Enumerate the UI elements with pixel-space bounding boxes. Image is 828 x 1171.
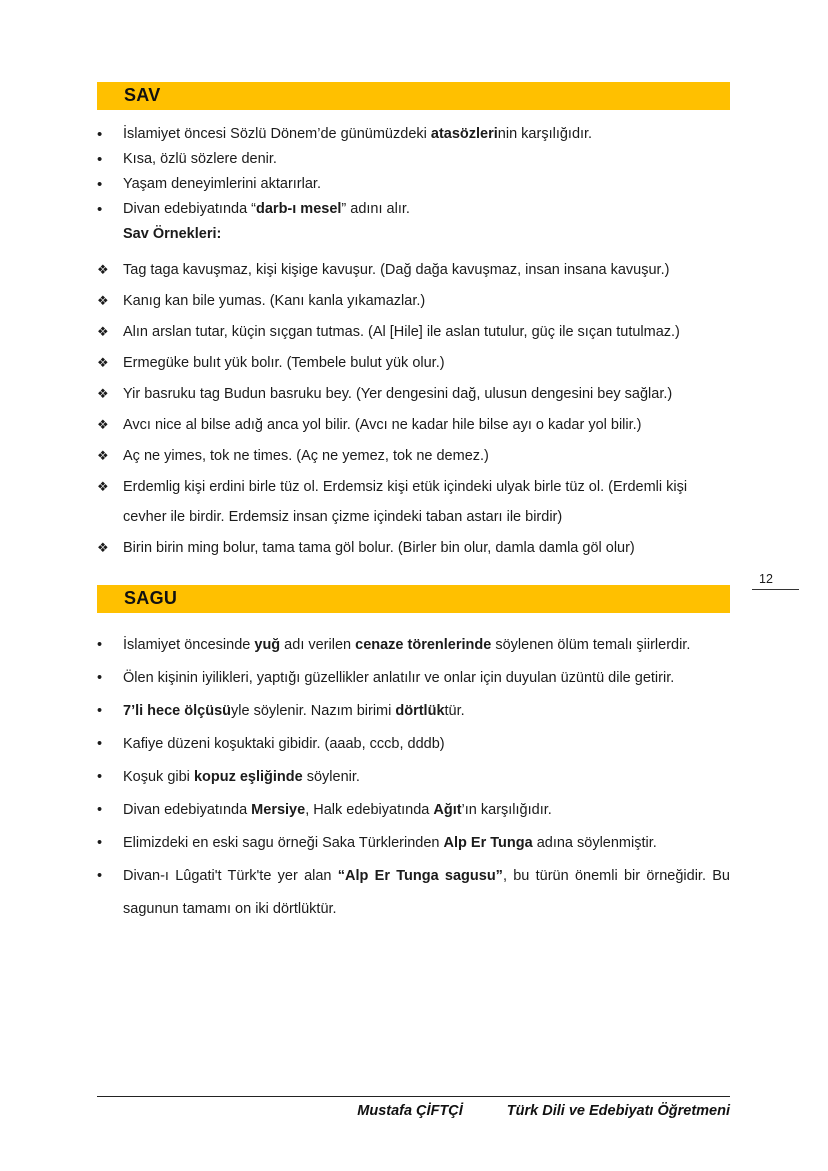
bullet-diamond-icon: ❖ (97, 386, 109, 401)
list-item (97, 286, 730, 316)
bullet-dot-icon: • (97, 151, 103, 168)
footer-role: Türk Dili ve Edebiyatı Öğretmeni (506, 1103, 730, 1119)
section-title-text: SAGU (124, 588, 178, 608)
list-item (97, 728, 730, 761)
list-item (97, 197, 730, 222)
bullet-dot-icon: • (97, 637, 103, 653)
list-item-text: Erdemlig kişi erdini birle tüz ol. Erdemsiz kişi etük içindeki ulyak birle tüz ol. (Erdemli kişi cevher ile birdir. Erdemsiz insan çizme içindeki taban astarı ile birdir) (123, 479, 688, 525)
list-item-text: Alın arslan tutar, küçin sıçgan tutmas. (Al [Hile] ile aslan tutulur, güç ile sıçan tutulmaz.) (123, 324, 680, 340)
list-item (97, 794, 730, 827)
list-item (97, 379, 730, 409)
list-item-text: Tag taga kavuşmaz, kişi kişige kavuşur. (Dağ dağa kavuşmaz, insan insana kavuşur.) (123, 262, 670, 278)
list-item-text: Divan-ı Lûgati't Türk'te yer alan “Alp Er Tunga sagusu”, bu türün önemli bir örneğidir. Bu sagunun tamamı on iki dörtlüktür. (123, 868, 730, 917)
list-item-text: İslamiyet öncesi Sözlü Dönem’de günümüzdeki atasözlerinin karşılığıdır. (123, 126, 593, 142)
list-item-text: Koşuk gibi kopuz eşliğinde söylenir. (123, 769, 360, 785)
list-item (97, 761, 730, 794)
bullet-diamond-icon: ❖ (97, 417, 109, 432)
bullet-dot-icon: • (97, 868, 103, 884)
page-content (97, 82, 730, 926)
list-item-text: Kanıg kan bile yumas. (Kanı kanla yıkamazlar.) (123, 293, 426, 309)
list-item (97, 695, 730, 728)
list-item (97, 348, 730, 378)
list-item-text: Elimizdeki en eski sagu örneği Saka Türklerinden Alp Er Tunga adına söylenmiştir. (123, 835, 657, 851)
footer-author: Mustafa ÇİFTÇİ (357, 1103, 463, 1119)
list-item-text: Divan edebiyatında “darb-ı mesel” adını alır. (123, 201, 410, 217)
list-item (97, 860, 730, 926)
bullet-dot-icon: • (97, 176, 103, 193)
bullet-dot-icon: • (97, 126, 103, 143)
list-item (97, 147, 730, 172)
bullet-dot-icon: • (97, 703, 103, 719)
list-item-text: Ölen kişinin iyilikleri, yaptığı güzellikler anlatılır ve onlar için duyulan üzüntü dile getirir. (123, 670, 675, 686)
list-item (97, 122, 730, 147)
bullet-diamond-icon: ❖ (97, 479, 109, 494)
list-item (97, 662, 730, 695)
bullet-dot-icon: • (97, 736, 103, 752)
list-item (97, 827, 730, 860)
bullet-dot-icon: • (97, 769, 103, 785)
list-item-text: Divan edebiyatında Mersiye, Halk edebiyatında Ağıt’ın karşılığıdır. (123, 802, 552, 818)
list-item (97, 410, 730, 440)
section-sav (97, 82, 730, 563)
list-item-text: Yir basruku tag Budun basruku bey. (Yer dengesini dağ, ulusun dengesini bey sağlar.) (123, 386, 673, 402)
list-item-text: 7’li hece ölçüsüyle söylenir. Nazım birimi dörtlüktür. (123, 703, 465, 719)
list-item-text: Sav Örnekleri: (123, 226, 222, 242)
list-item-text: Ermegüke bulıt yük bolır. (Tembele bulut yük olur.) (123, 355, 445, 371)
bullet-dot-icon: • (97, 802, 103, 818)
list-item (97, 255, 730, 285)
list-item (97, 441, 730, 471)
bullet-dot-icon: • (97, 670, 103, 686)
bullet-diamond-icon: ❖ (97, 262, 109, 277)
bullet-dot-icon: • (97, 201, 103, 218)
list-item (97, 533, 730, 563)
sagu-bullet-list (97, 629, 730, 926)
bullet-diamond-icon: ❖ (97, 540, 109, 555)
section-title-sagu (97, 585, 730, 613)
bullet-diamond-icon: ❖ (97, 324, 109, 339)
bullet-diamond-icon: ❖ (97, 448, 109, 463)
page-footer (97, 1096, 730, 1119)
list-item (97, 317, 730, 347)
list-item-text: Kafiye düzeni koşuktaki gibidir. (aaab, cccb, dddb) (123, 736, 445, 752)
list-item (97, 472, 730, 532)
list-item-text: Aç ne yimes, tok ne times. (Aç ne yemez, tok ne demez.) (123, 448, 489, 464)
bullet-spacer (97, 222, 123, 247)
section-sagu (97, 585, 730, 926)
list-item (97, 172, 730, 197)
bullet-diamond-icon: ❖ (97, 293, 109, 308)
section-title-text: SAV (124, 85, 161, 105)
bullet-dot-icon: • (97, 835, 103, 851)
list-item-text: İslamiyet öncesinde yuğ adı verilen cenaze törenlerinde söylenen ölüm temalı şiirlerdir. (123, 637, 691, 653)
sav-examples-list (97, 255, 730, 563)
list-item (97, 629, 730, 662)
list-item (97, 222, 730, 247)
page-number: 12 (752, 572, 799, 590)
section-title-sav (97, 82, 730, 110)
bullet-diamond-icon: ❖ (97, 355, 109, 370)
list-item-text: Yaşam deneyimlerini aktarırlar. (123, 176, 321, 192)
list-item-text: Birin birin ming bolur, tama tama göl bolur. (Birler bin olur, damla damla göl olur) (123, 540, 635, 556)
sav-bullet-list (97, 122, 730, 247)
list-item-text: Kısa, özlü sözlere denir. (123, 151, 277, 167)
list-item-text: Avcı nice al bilse adığ anca yol bilir. (Avcı ne kadar hile bilse ayı o kadar yol bilir.) (123, 417, 642, 433)
